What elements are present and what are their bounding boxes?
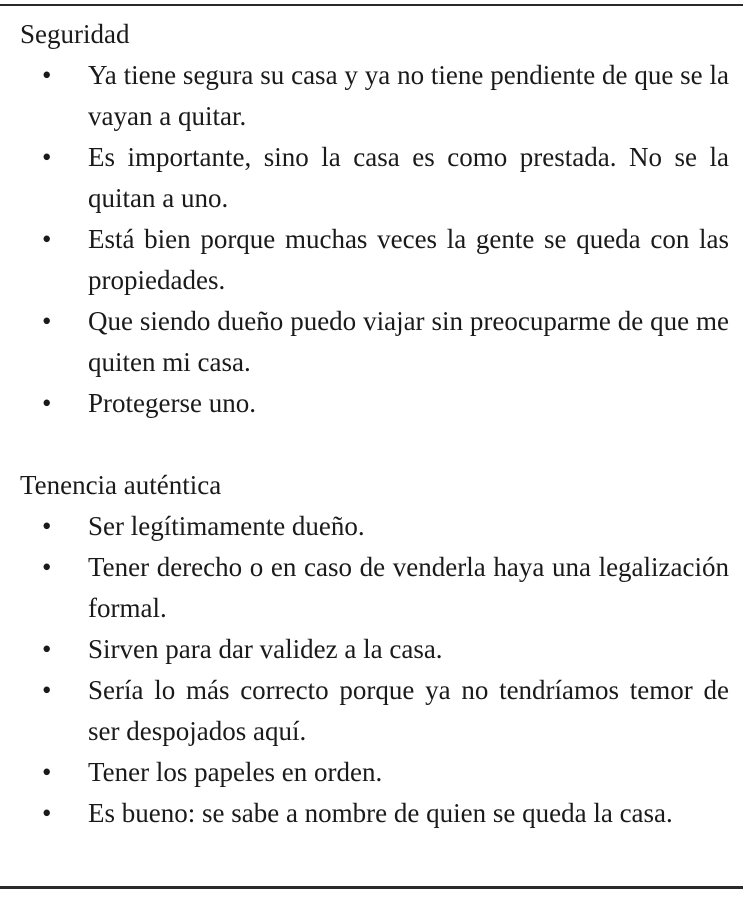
- list-item: [20, 137, 729, 219]
- list-item-text: Protegerse uno.: [88, 388, 256, 418]
- bullet-list: [20, 55, 729, 424]
- list-item-text: Tener derecho o en caso de venderla haya una legalización formal.: [88, 552, 729, 623]
- list-item-text: Tener los papeles en orden.: [88, 757, 383, 787]
- list-item-text: Ser legítimamente dueño.: [88, 511, 365, 541]
- list-item-text: Ya tiene segura su casa y ya no tiene pendiente de que se la vayan a quitar.: [88, 60, 729, 131]
- bullet-icon: •: [42, 757, 52, 787]
- section-seguridad: [20, 14, 729, 424]
- list-item: [20, 55, 729, 137]
- list-item-text: Es bueno: se sabe a nombre de quien se queda la casa.: [88, 798, 673, 828]
- bullet-icon: •: [42, 634, 52, 664]
- list-item-text: Sería lo más correcto porque ya no tendríamos temor de ser despojados aquí.: [88, 675, 729, 746]
- bullet-icon: •: [42, 306, 52, 336]
- list-item: [20, 219, 729, 301]
- top-rule: [0, 4, 743, 6]
- bullet-icon: •: [42, 388, 52, 418]
- section-spacer: [20, 424, 729, 465]
- list-item-text: Está bien porque muchas veces la gente se queda con las propiedades.: [88, 224, 729, 295]
- bullet-list: [20, 506, 729, 834]
- section-title: Tenencia auténtica: [20, 470, 222, 500]
- list-item: [20, 752, 729, 793]
- bullet-icon: •: [42, 60, 52, 90]
- list-item: [20, 793, 729, 834]
- list-item: [20, 301, 729, 383]
- section-title: Seguridad: [20, 19, 130, 49]
- list-item: [20, 547, 729, 629]
- list-item-text: Sirven para dar validez a la casa.: [88, 634, 443, 664]
- bullet-icon: •: [42, 224, 52, 254]
- list-item: [20, 670, 729, 752]
- bullet-icon: •: [42, 552, 52, 582]
- list-item: [20, 506, 729, 547]
- section-tenencia-autentica: [20, 465, 729, 834]
- bullet-icon: •: [42, 675, 52, 705]
- list-item: [20, 383, 729, 424]
- bullet-icon: •: [42, 798, 52, 828]
- list-item: [20, 629, 729, 670]
- document-body: [20, 14, 729, 834]
- list-item-text: Es importante, sino la casa es como prestada. No se la quitan a uno.: [88, 142, 729, 213]
- bottom-rule: [0, 886, 743, 889]
- bullet-icon: •: [42, 142, 52, 172]
- list-item-text: Que siendo dueño puedo viajar sin preocuparme de que me quiten mi casa.: [88, 306, 729, 377]
- bullet-icon: •: [42, 511, 52, 541]
